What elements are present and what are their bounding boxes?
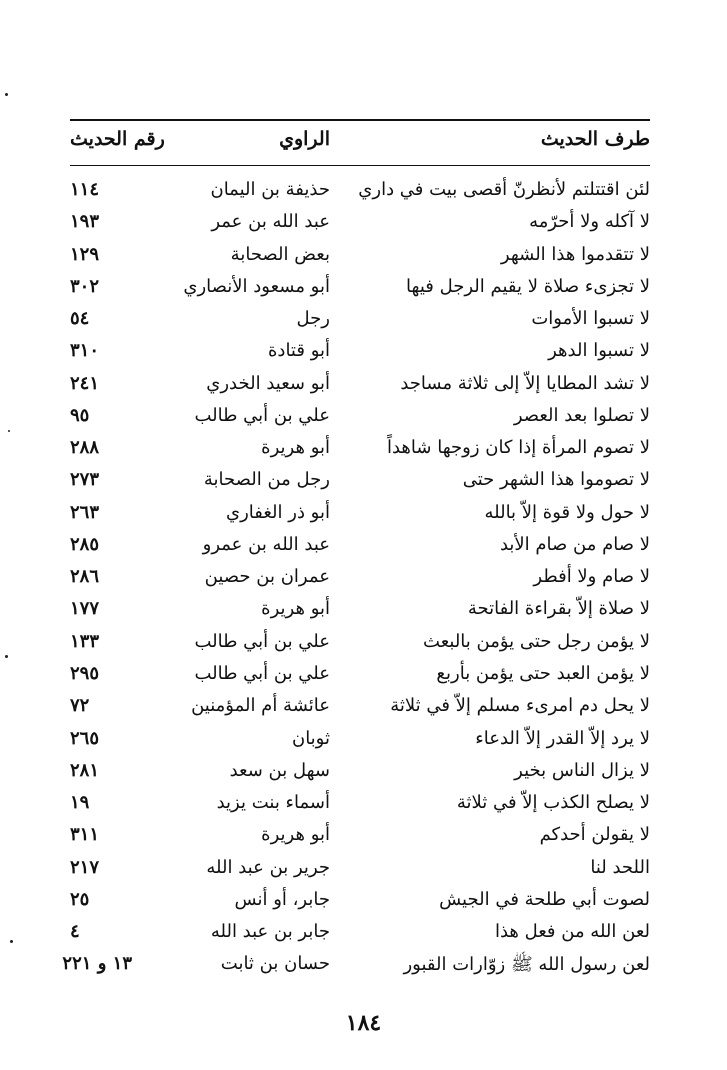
scan-speck <box>10 940 13 943</box>
scan-speck <box>5 93 8 96</box>
hadith-text: لا يصلح الكذب إلاّ في ثلاثة <box>456 792 650 814</box>
table-row <box>70 758 650 790</box>
table-row <box>70 435 650 467</box>
hadith-number: ٣١١ <box>70 824 100 846</box>
table-row <box>70 306 650 338</box>
hadith-number: ١٩٣ <box>70 211 100 233</box>
hadith-text: لا حول ولا قوة إلاّ بالله <box>484 501 650 523</box>
scan-speck <box>5 655 8 658</box>
hadith-text: لا تسبوا الأموات <box>531 308 650 330</box>
hadith-text: لا يقولن أحدكم <box>539 824 650 846</box>
hadith-number: ٢٦٥ <box>70 727 100 749</box>
table-row <box>70 693 650 725</box>
hadith-index-table <box>62 177 650 984</box>
hadith-number: ٢٨٨ <box>70 437 100 459</box>
hadith-number: ٢٥ <box>70 888 90 910</box>
table-row <box>70 564 650 596</box>
narrator: أبو ذر الغفاري <box>225 501 330 523</box>
table-row <box>70 177 650 209</box>
table-row <box>70 467 650 499</box>
table-row <box>70 242 650 274</box>
narrator: حذيفة بن اليمان <box>210 179 330 200</box>
hadith-number: ٢١٧ <box>70 856 100 878</box>
table-row <box>70 371 650 403</box>
narrator: أبو قتادة <box>268 340 330 362</box>
table-row <box>70 919 650 951</box>
hadith-number: ٣١٠ <box>70 340 100 362</box>
hadith-text: لا صام من صام الأبد <box>499 533 650 555</box>
hadith-number: ٢٦٣ <box>70 501 100 523</box>
hadith-text: لا يزال الناس بخير <box>514 759 650 781</box>
hadith-text: لا صلاة إلاّ بقراءة الفاتحة <box>467 598 650 620</box>
narrator: عمران بن حصين <box>204 566 330 588</box>
hadith-text: لا صام ولا أفطر <box>533 566 650 588</box>
hadith-text: لعن رسول الله ﷺ زوّارات القبور <box>403 954 650 976</box>
hadith-number: ٥٤ <box>70 308 90 330</box>
hadith-text: لئن اقتتلتم لأنظرنّ أقصى بيت في داري <box>358 179 650 200</box>
top-rule <box>70 119 650 121</box>
narrator: أبو مسعود الأنصاري <box>183 275 330 297</box>
hadith-number: ٢٨١ <box>70 759 100 781</box>
hadith-number: ٣٠٢ <box>70 275 100 297</box>
header-number: رقم الحديث <box>70 128 165 150</box>
narrator: علي بن أبي طالب <box>194 662 330 684</box>
table-row <box>70 661 650 693</box>
hadith-number: ١٣٣ <box>70 630 100 652</box>
hadith-number: ٢٨٦ <box>70 566 100 588</box>
narrator: أبو هريرة <box>261 598 330 620</box>
narrator: جابر بن عبد الله <box>210 921 330 943</box>
narrator: علي بن أبي طالب <box>194 630 330 652</box>
narrator: بعض الصحابة <box>230 243 330 265</box>
table-row <box>70 532 650 564</box>
hadith-number: ٩٥ <box>70 404 90 426</box>
hadith-text: لا تصوم المرأة إذا كان زوجها شاهداً <box>386 437 650 459</box>
hadith-number: ٧٢ <box>70 695 90 717</box>
hadith-text: اللحد لنا <box>590 856 650 878</box>
hadith-text: لا يحل دم امرىء مسلم إلاّ في ثلاثة <box>390 695 650 717</box>
table-row <box>70 500 650 532</box>
narrator: أبو هريرة <box>261 437 330 459</box>
hadith-text: لا تصلوا بعد العصر <box>513 404 650 426</box>
narrator: جرير بن عبد الله <box>206 856 330 878</box>
hadith-text: لا آكله ولا أحرّمه <box>529 211 650 233</box>
header-narrator: الراوي <box>279 128 330 150</box>
hadith-number: ١٣ و ٢٢١ <box>62 953 132 975</box>
narrator: جابر، أو أنس <box>234 888 330 910</box>
table-row <box>70 338 650 370</box>
narrator: رجل <box>296 308 330 330</box>
hadith-number: ١٩ <box>70 792 90 814</box>
hadith-number: ٢٨٥ <box>70 533 100 555</box>
hadith-text: لا تتقدموا هذا الشهر <box>500 243 650 265</box>
hadith-text: لا يؤمن العبد حتى يؤمن بأربع <box>436 662 650 684</box>
table-row <box>70 596 650 628</box>
narrator: ثوبان <box>291 727 330 749</box>
narrator: سهل بن سعد <box>229 759 330 781</box>
hadith-number: ٢٤١ <box>70 372 100 394</box>
table-row <box>70 274 650 306</box>
narrator: عبد الله بن عمرو <box>202 533 330 555</box>
narrator: أبو سعيد الخدري <box>206 372 330 394</box>
narrator: عبد الله بن عمر <box>211 211 330 233</box>
table-row <box>70 209 650 241</box>
narrator: حسان بن ثابت <box>220 953 330 975</box>
hadith-number: ١٢٩ <box>70 243 100 265</box>
hadith-text: لا تسبوا الدهر <box>548 340 650 362</box>
hadith-number: ٤ <box>70 921 80 943</box>
hadith-text: لصوت أبي طلحة في الجيش <box>439 888 650 910</box>
hadith-text: لا يؤمن رجل حتى يؤمن بالبعث <box>423 630 650 652</box>
table-row <box>70 790 650 822</box>
header-rule <box>70 165 650 166</box>
table-row <box>70 403 650 435</box>
narrator: عائشة أم المؤمنين <box>191 695 330 717</box>
hadith-number: ١٧٧ <box>70 598 100 620</box>
hadith-number: ١١٤ <box>70 179 100 200</box>
hadith-number: ٢٧٣ <box>70 469 100 491</box>
header-hadith: طرف الحديث <box>540 128 650 150</box>
scan-speck <box>8 430 10 432</box>
narrator: أبو هريرة <box>261 824 330 846</box>
table-row <box>70 855 650 887</box>
hadith-text: لا يرد إلاّ القدر إلاّ الدعاء <box>475 727 650 749</box>
table-row <box>70 629 650 661</box>
table-row <box>70 887 650 919</box>
table-row <box>70 822 650 854</box>
hadith-number: ٢٩٥ <box>70 662 100 684</box>
table-header <box>70 128 650 158</box>
page-number: ١٨٤ <box>345 1010 382 1036</box>
hadith-text: لا تشد المطايا إلاّ إلى ثلاثة مساجد <box>400 372 650 394</box>
table-row <box>70 726 650 758</box>
narrator: أسماء بنت يزيد <box>216 792 330 814</box>
narrator: رجل من الصحابة <box>203 469 330 491</box>
narrator: علي بن أبي طالب <box>194 404 330 426</box>
hadith-text: لعن الله من فعل هذا <box>494 921 650 943</box>
hadith-text: لا تصوموا هذا الشهر حتى <box>462 469 650 491</box>
hadith-text: لا تجزىء صلاة لا يقيم الرجل فيها <box>406 275 650 297</box>
table-row <box>62 951 650 983</box>
